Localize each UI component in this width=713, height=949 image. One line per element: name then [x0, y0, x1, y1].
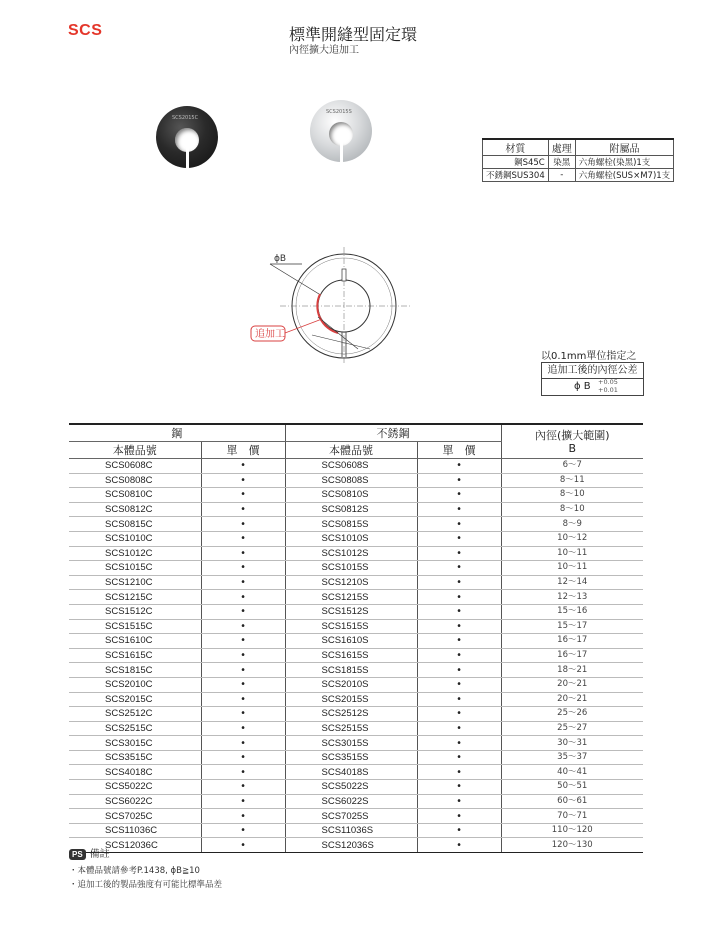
steel-model-cell: SCS2010C	[69, 677, 201, 692]
sus-price-cell: •	[417, 488, 501, 503]
sus-price-cell: •	[417, 575, 501, 590]
sus-model-cell: SCS3515S	[285, 750, 417, 765]
sus-price-cell: •	[417, 663, 501, 678]
table-row	[69, 692, 643, 707]
steel-price-cell: •	[201, 634, 285, 649]
callout-label: 追加工	[255, 329, 285, 340]
col-header-sus-model: 本體品號	[285, 442, 417, 459]
steel-model-cell: SCS1512C	[69, 604, 201, 619]
sus-price-cell: •	[417, 459, 501, 474]
sus-price-cell: •	[417, 648, 501, 663]
sus-model-cell: SCS0812S	[285, 502, 417, 517]
sus-model-cell: SCS0808S	[285, 473, 417, 488]
spec-table	[482, 138, 674, 182]
range-cell: 12～13	[501, 590, 643, 605]
table-row	[69, 707, 643, 722]
table-row	[69, 648, 643, 663]
steel-price-cell: •	[201, 502, 285, 517]
engraving-silver: SCS2015S	[326, 109, 352, 115]
steel-model-cell: SCS2015C	[69, 692, 201, 707]
steel-price-cell: •	[201, 575, 285, 590]
sus-model-cell: SCS1615S	[285, 648, 417, 663]
tolerance-lower: +0.01	[598, 386, 618, 394]
steel-price-cell: •	[201, 488, 285, 503]
range-cell: 10～11	[501, 546, 643, 561]
range-cell: 120～130	[501, 838, 643, 853]
steel-model-cell: SCS1615C	[69, 648, 201, 663]
spec-cell: -	[548, 169, 575, 182]
range-cell: 15～16	[501, 604, 643, 619]
spec-cell: 鋼S45C	[483, 156, 549, 169]
note-item: ・本體品號請參考P.1438, ϕB≧10	[69, 866, 200, 876]
steel-model-cell: SCS0815C	[69, 517, 201, 532]
col-header-steel-model: 本體品號	[69, 442, 201, 459]
product-photo-black	[156, 106, 218, 168]
sus-model-cell: SCS1215S	[285, 590, 417, 605]
sus-model-cell: SCS4018S	[285, 765, 417, 780]
table-row	[69, 794, 643, 809]
table-row	[69, 721, 643, 736]
range-cell: 15～17	[501, 619, 643, 634]
steel-model-cell: SCS2515C	[69, 721, 201, 736]
engraving-black: SCS2015C	[172, 115, 199, 121]
sus-model-cell: SCS2515S	[285, 721, 417, 736]
steel-price-cell: •	[201, 561, 285, 576]
steel-price-cell: •	[201, 648, 285, 663]
sus-price-cell: •	[417, 517, 501, 532]
sus-price-cell: •	[417, 634, 501, 649]
steel-price-cell: •	[201, 619, 285, 634]
range-cell: 8～10	[501, 488, 643, 503]
tolerance-upper: +0.05	[598, 378, 618, 386]
table-row	[69, 677, 643, 692]
steel-model-cell: SCS3515C	[69, 750, 201, 765]
table-row	[69, 765, 643, 780]
sus-model-cell: SCS11036S	[285, 823, 417, 838]
notes-header	[69, 842, 110, 861]
range-cell: 60～61	[501, 794, 643, 809]
table-row	[69, 823, 643, 838]
steel-model-cell: SCS0810C	[69, 488, 201, 503]
range-cell: 30～31	[501, 736, 643, 751]
steel-model-cell: SCS1010C	[69, 531, 201, 546]
sus-model-cell: SCS1515S	[285, 619, 417, 634]
range-cell: 25～26	[501, 707, 643, 722]
sus-model-cell: SCS5022S	[285, 780, 417, 795]
sus-price-cell: •	[417, 531, 501, 546]
table-row	[69, 634, 643, 649]
sus-price-cell: •	[417, 546, 501, 561]
sus-price-cell: •	[417, 750, 501, 765]
sus-model-cell: SCS0815S	[285, 517, 417, 532]
steel-model-cell: SCS11036C	[69, 823, 201, 838]
steel-model-cell: SCS3015C	[69, 736, 201, 751]
sus-price-cell: •	[417, 561, 501, 576]
price-table-body	[69, 459, 643, 853]
range-header-b: B	[568, 441, 577, 455]
sus-price-cell: •	[417, 721, 501, 736]
table-row	[69, 502, 643, 517]
table-row	[69, 473, 643, 488]
sus-model-cell: SCS2010S	[285, 677, 417, 692]
group-header-steel: 鋼	[69, 424, 285, 442]
sus-model-cell: SCS1815S	[285, 663, 417, 678]
range-cell: 40～41	[501, 765, 643, 780]
range-cell: 20～21	[501, 677, 643, 692]
range-cell: 8～9	[501, 517, 643, 532]
group-header-stainless: 不銹鋼	[285, 424, 501, 442]
spec-header-accessory: 附屬品	[575, 139, 673, 156]
sus-price-cell: •	[417, 502, 501, 517]
sus-price-cell: •	[417, 590, 501, 605]
table-row	[69, 809, 643, 824]
table-row	[69, 590, 643, 605]
steel-model-cell: SCS1015C	[69, 561, 201, 576]
sus-price-cell: •	[417, 677, 501, 692]
steel-price-cell: •	[201, 663, 285, 678]
steel-price-cell: •	[201, 604, 285, 619]
group-header-range	[501, 424, 643, 459]
table-row	[69, 459, 643, 474]
table-row	[69, 736, 643, 751]
spec-cell: 六角螺栓(染黑)1支	[575, 156, 673, 169]
sus-model-cell: SCS12036S	[285, 838, 417, 853]
price-table	[69, 423, 643, 853]
table-row	[69, 517, 643, 532]
spec-cell: 染黑	[548, 156, 575, 169]
sus-price-cell: •	[417, 780, 501, 795]
sus-model-cell: SCS1010S	[285, 531, 417, 546]
steel-price-cell: •	[201, 794, 285, 809]
sus-model-cell: SCS1610S	[285, 634, 417, 649]
col-header-steel-price: 單 價	[201, 442, 285, 459]
page-title: 標準開縫型固定環	[289, 25, 418, 44]
table-row	[69, 531, 643, 546]
steel-price-cell: •	[201, 517, 285, 532]
steel-price-cell: •	[201, 736, 285, 751]
table-row	[69, 619, 643, 634]
range-cell: 35～37	[501, 750, 643, 765]
range-cell: 50～51	[501, 780, 643, 795]
page-subtitle: 內徑擴大追加工	[289, 45, 359, 56]
table-row	[69, 604, 643, 619]
table-row	[69, 780, 643, 795]
range-cell: 16～17	[501, 648, 643, 663]
spec-header-treatment: 處理	[548, 139, 575, 156]
sus-model-cell: SCS7025S	[285, 809, 417, 824]
tolerance-symbol: ϕ B	[574, 381, 591, 392]
steel-price-cell: •	[201, 692, 285, 707]
table-row	[69, 663, 643, 678]
col-header-sus-price: 單 價	[417, 442, 501, 459]
steel-price-cell: •	[201, 765, 285, 780]
dim-label-b: ϕB	[274, 254, 287, 264]
table-row	[69, 561, 643, 576]
steel-price-cell: •	[201, 546, 285, 561]
range-cell: 6～7	[501, 459, 643, 474]
sus-model-cell: SCS1210S	[285, 575, 417, 590]
sus-price-cell: •	[417, 707, 501, 722]
steel-model-cell: SCS4018C	[69, 765, 201, 780]
note-item: ・追加工後的製品強度有可能比標準品差	[69, 880, 223, 890]
steel-model-cell: SCS1815C	[69, 663, 201, 678]
product-photo-silver	[310, 100, 372, 162]
steel-model-cell: SCS7025C	[69, 809, 201, 824]
range-cell: 18～21	[501, 663, 643, 678]
sus-model-cell: SCS1015S	[285, 561, 417, 576]
steel-price-cell: •	[201, 780, 285, 795]
order-note: 以0.1mm單位指定之	[541, 351, 637, 362]
tolerance-box	[541, 362, 644, 396]
range-cell: 110～120	[501, 823, 643, 838]
sus-model-cell: SCS1512S	[285, 604, 417, 619]
table-row	[69, 838, 643, 853]
steel-price-cell: •	[201, 809, 285, 824]
range-cell: 20～21	[501, 692, 643, 707]
sus-price-cell: •	[417, 794, 501, 809]
table-row	[69, 575, 643, 590]
steel-price-cell: •	[201, 838, 285, 853]
spec-cell: 不銹鋼SUS304	[483, 169, 549, 182]
range-cell: 8～11	[501, 473, 643, 488]
sus-model-cell: SCS3015S	[285, 736, 417, 751]
sus-model-cell: SCS0608S	[285, 459, 417, 474]
sus-price-cell: •	[417, 736, 501, 751]
sus-model-cell: SCS2015S	[285, 692, 417, 707]
sus-price-cell: •	[417, 765, 501, 780]
range-cell: 10～12	[501, 531, 643, 546]
steel-price-cell: •	[201, 473, 285, 488]
sus-price-cell: •	[417, 809, 501, 824]
range-header-title: 內徑(擴大範圍)	[534, 428, 610, 442]
steel-price-cell: •	[201, 721, 285, 736]
technical-drawing	[250, 245, 420, 365]
steel-model-cell: SCS0808C	[69, 473, 201, 488]
sus-price-cell: •	[417, 604, 501, 619]
sus-price-cell: •	[417, 473, 501, 488]
steel-model-cell: SCS2512C	[69, 707, 201, 722]
range-cell: 25～27	[501, 721, 643, 736]
steel-price-cell: •	[201, 707, 285, 722]
tolerance-title: 追加工後的內徑公差	[542, 363, 643, 379]
range-cell: 16～17	[501, 634, 643, 649]
range-cell: 12～14	[501, 575, 643, 590]
sus-model-cell: SCS1012S	[285, 546, 417, 561]
table-row	[69, 488, 643, 503]
sus-price-cell: •	[417, 692, 501, 707]
sus-model-cell: SCS6022S	[285, 794, 417, 809]
steel-model-cell: SCS12036C	[69, 838, 201, 853]
steel-model-cell: SCS5022C	[69, 780, 201, 795]
steel-price-cell: •	[201, 750, 285, 765]
table-row	[69, 750, 643, 765]
steel-model-cell: SCS1610C	[69, 634, 201, 649]
series-code: SCS	[68, 22, 103, 39]
steel-price-cell: •	[201, 823, 285, 838]
sus-price-cell: •	[417, 838, 501, 853]
notes-label: 備註	[89, 849, 110, 860]
table-row	[69, 546, 643, 561]
steel-model-cell: SCS1210C	[69, 575, 201, 590]
steel-model-cell: SCS1012C	[69, 546, 201, 561]
steel-price-cell: •	[201, 531, 285, 546]
steel-price-cell: •	[201, 590, 285, 605]
spec-cell: 六角螺栓(SUS×M7)1支	[575, 169, 673, 182]
spec-header-material: 材質	[483, 139, 549, 156]
steel-model-cell: SCS6022C	[69, 794, 201, 809]
ps-badge: PS	[69, 849, 86, 860]
sus-price-cell: •	[417, 823, 501, 838]
steel-price-cell: •	[201, 677, 285, 692]
steel-model-cell: SCS0812C	[69, 502, 201, 517]
steel-model-cell: SCS0608C	[69, 459, 201, 474]
steel-model-cell: SCS1515C	[69, 619, 201, 634]
sus-model-cell: SCS2512S	[285, 707, 417, 722]
steel-model-cell: SCS1215C	[69, 590, 201, 605]
range-cell: 8～10	[501, 502, 643, 517]
range-cell: 10～11	[501, 561, 643, 576]
sus-model-cell: SCS0810S	[285, 488, 417, 503]
range-cell: 70～71	[501, 809, 643, 824]
sus-price-cell: •	[417, 619, 501, 634]
steel-price-cell: •	[201, 459, 285, 474]
